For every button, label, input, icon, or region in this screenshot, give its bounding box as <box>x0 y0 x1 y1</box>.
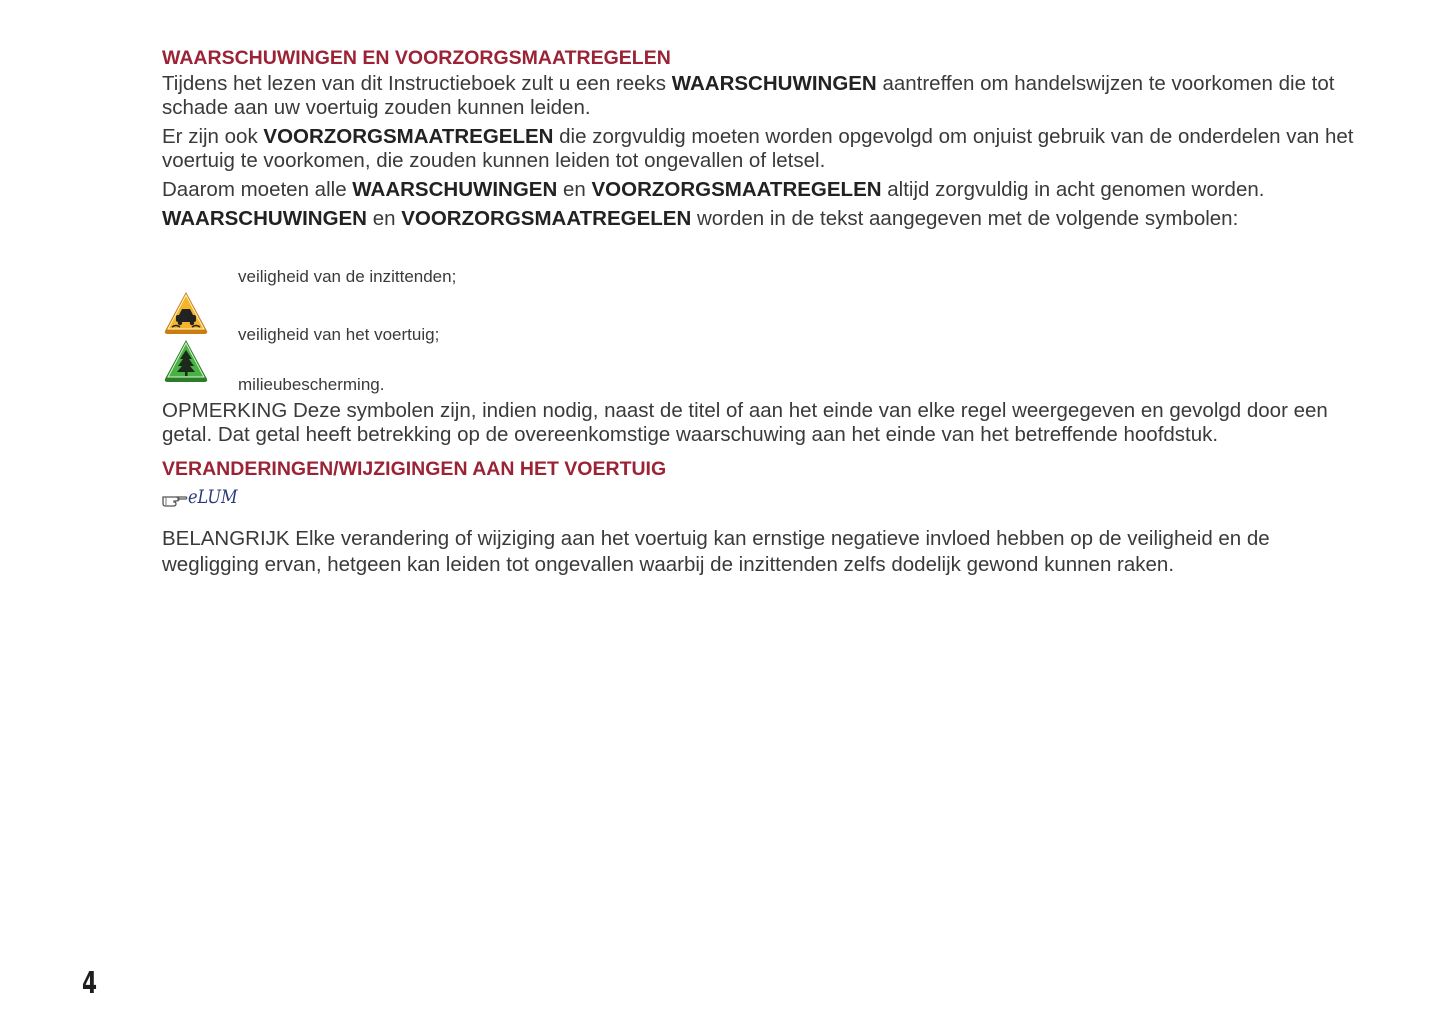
text-span: Tijdens het lezen van dit Instructieboek zult u een reeks <box>162 72 672 95</box>
symbol-label: veiligheid van het voertuig; <box>238 325 440 344</box>
section-heading-warnings: WAARSCHUWINGEN EN VOORZORGSMAATREGELEN <box>162 47 671 69</box>
bold-term: VOORZORGSMAATREGELEN <box>263 125 554 148</box>
symbol-list <box>162 231 1362 399</box>
bold-term: WAARSCHUWINGEN <box>162 207 367 230</box>
hand-pointer-icon <box>162 489 188 509</box>
text-span: altijd zorgvuldig in acht genomen worden. <box>881 178 1265 201</box>
text-span: en <box>557 178 592 201</box>
paragraph-precautions <box>162 125 1362 173</box>
paragraph-warnings-intro <box>162 72 1362 120</box>
bold-term: WAARSCHUWINGEN <box>671 72 877 95</box>
elum-reference[interactable] <box>162 485 1362 525</box>
text-span: die zorgvuldig moeten worden opgevolgd om onjuist gebruik van de onderdelen van het voertuig te voorkomen, die zouden kunnen leiden tot ongevallen of letsel. <box>162 125 1354 172</box>
car-warning-icon <box>162 289 210 337</box>
text-span: Er zijn ook <box>162 125 264 148</box>
paragraph-symbols-intro <box>162 207 1362 231</box>
important-paragraph: BELANGRIJK Elke verandering of wijziging aan het voertuig kan ernstige negatieve invloed hebben op de veiligheid en de wegligging ervan, hetgeen kan leiden tot ongevallen waarbij de inzittenden zelfs dodelijk gewond kunnen raken. <box>162 527 1270 576</box>
text-span: aantreffen om handelswijzen te voorkomen die tot schade aan uw voertuig zouden kunnen leiden. <box>162 72 1335 119</box>
page-content <box>162 46 1362 578</box>
page-number: 4 <box>82 966 98 1001</box>
symbol-label: veiligheid van de inzittenden; <box>238 267 457 286</box>
elum-link-text[interactable]: eLUM <box>188 486 238 508</box>
section-heading-modifications: VERANDERINGEN/WIJZIGINGEN AAN HET VOERTUIG <box>162 458 667 480</box>
bold-term: WAARSCHUWINGEN <box>352 178 558 201</box>
bold-term: VOORZORGSMAATREGELEN <box>591 178 882 201</box>
bold-term: VOORZORGSMAATREGELEN <box>401 207 692 230</box>
note-paragraph: OPMERKING Deze symbolen zijn, indien nodig, naast de titel of aan het einde van elke regel weergegeven en gevolgd door een getal. Dat getal heeft betrekking op de overeenkomstige waarschuwing aan het einde van het betreffende hoofdstuk. <box>162 399 1328 446</box>
tree-environment-icon <box>162 337 210 385</box>
paragraph-always-observe <box>162 178 1362 202</box>
text-span: en <box>367 207 402 230</box>
text-span: worden in de tekst aangegeven met de volgende symbolen: <box>691 207 1239 230</box>
symbol-label: milieubescherming. <box>238 375 385 394</box>
text-span: Daarom moeten alle <box>162 178 353 201</box>
